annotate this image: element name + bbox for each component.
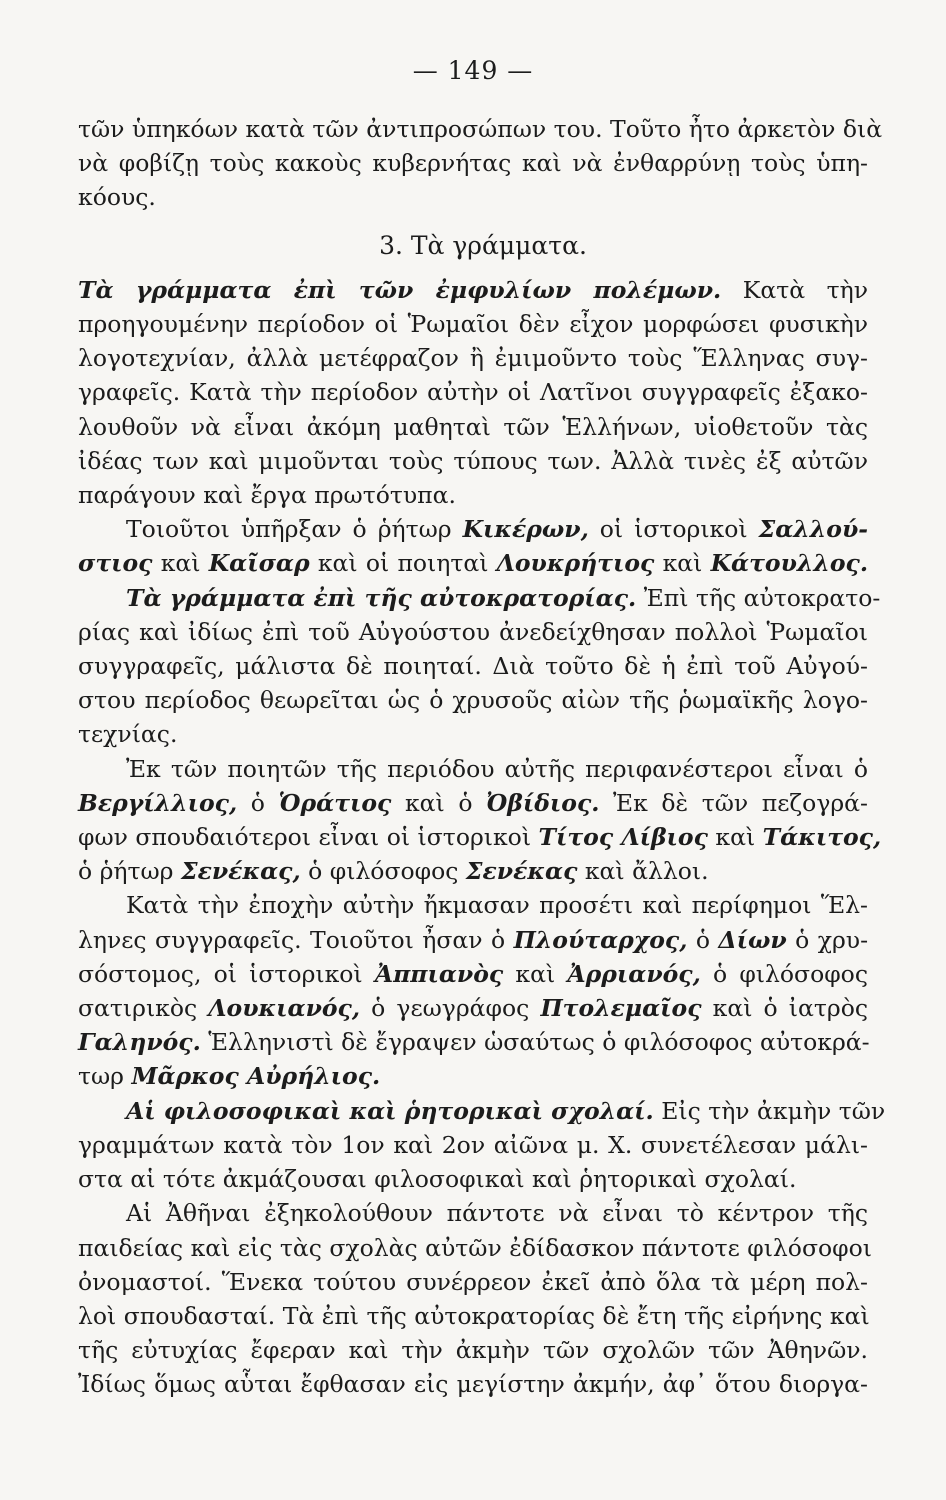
text-line bbox=[78, 1333, 868, 1367]
text-line bbox=[78, 444, 868, 478]
text-line bbox=[78, 1367, 868, 1401]
line-text: παράγουν καὶ ἔργα πρωτότυπα. bbox=[78, 481, 456, 510]
emphasis-text: στιος bbox=[78, 549, 153, 578]
line-text: ρίας καὶ ἰδίως ἐπὶ τοῦ Αὐγούστου ἀνεδείχθησαν πολλοὶ Ῥωμαῖοι bbox=[78, 617, 868, 646]
line-text: προηγουμένην περίοδον οἱ Ῥωμαῖοι δὲν εἶχον μορφώσει φυσικὴν bbox=[78, 310, 868, 339]
line-text: τῶν ὑπηκόων κατὰ τῶν ἀντιπροσώπων του. Τοῦτο ἦτο ἀρκετὸν διὰ bbox=[78, 115, 883, 143]
text-line bbox=[78, 112, 883, 146]
text-line bbox=[78, 1094, 886, 1128]
line-text: λοὶ σπουδασταί. Τὰ ἐπὶ τῆς αὐτοκρατορίας δὲ ἔτη τῆς εἰρήνης καὶ bbox=[78, 1301, 870, 1330]
line-text: σόστομος, οἱ ἱστορικοὶ bbox=[78, 959, 375, 988]
line-text: ὁ bbox=[687, 925, 719, 954]
line-text: παιδείας καὶ εἰς τὰς σχολὰς αὐτῶν ἐδίδασκον πάντοτε φιλόσοφοι bbox=[78, 1233, 872, 1262]
emphasis-text: Λουκρήτιος bbox=[496, 549, 655, 578]
emphasis-text: Κικέρων, bbox=[462, 515, 589, 544]
emphasis-text: Τὰ γράμματα ἐπὶ τῆς αὐτοκρατορίας. bbox=[126, 583, 637, 612]
text-line bbox=[78, 991, 868, 1025]
text-line bbox=[78, 1265, 868, 1299]
text-line bbox=[78, 1025, 868, 1059]
emphasis-text: Ὁράτιος bbox=[278, 788, 392, 817]
line-text: ἰδέας των καὶ μιμοῦνται τοὺς τύπους των. Ἀλλὰ τινὲς ἐξ αὐτῶν bbox=[78, 446, 868, 475]
line-text: στου περίοδος θεωρεῖται ὡς ὁ χρυσοῦς αἰὼν τῆς ῥωμαϊκῆς λογο- bbox=[78, 686, 868, 715]
emphasis-text: Λουκιανός, bbox=[208, 994, 361, 1023]
text-line bbox=[78, 1162, 868, 1196]
line-text: σατιρικὸς bbox=[78, 994, 209, 1023]
text-line bbox=[78, 146, 868, 180]
page-number: — 149 — bbox=[412, 56, 534, 85]
line-text: τωρ bbox=[78, 1062, 132, 1091]
text-line bbox=[78, 1059, 868, 1093]
text-line bbox=[78, 375, 868, 409]
text-line bbox=[78, 1128, 868, 1162]
emphasis-text: Ὀβίδιος. bbox=[486, 788, 600, 817]
text-line bbox=[78, 1196, 868, 1230]
line-text: στα αἱ τότε ἀκμάζουσαι φιλοσοφικαὶ καὶ ῥητορικαὶ σχολαί. bbox=[78, 1165, 797, 1194]
line-text: ὁ ῥήτωρ bbox=[78, 857, 181, 886]
line-text: κόους. bbox=[78, 183, 156, 212]
line-text: Εἰς τὴν ἀκμὴν τῶν bbox=[653, 1096, 886, 1125]
text-line bbox=[78, 1231, 872, 1265]
line-text: καὶ οἱ ποιηταὶ bbox=[309, 549, 497, 578]
line-text: τῆς εὐτυχίας ἔφεραν καὶ τὴν ἀκμὴν τῶν σχολῶν τῶν Ἀθηνῶν. bbox=[78, 1336, 868, 1365]
line-text: καὶ ὁ ἰατρὸς bbox=[701, 994, 869, 1023]
text-line bbox=[78, 888, 868, 922]
line-text: καὶ bbox=[503, 959, 568, 988]
emphasis-text: Ἀρριανός, bbox=[567, 959, 701, 988]
text-line bbox=[78, 546, 868, 580]
emphasis-text: Σαλλού- bbox=[758, 515, 868, 544]
emphasis-text: Σενέκας bbox=[465, 857, 578, 886]
emphasis-text: Ἀππιανὸς bbox=[374, 959, 504, 988]
emphasis-text: Γαληνός. bbox=[78, 1028, 201, 1057]
line-text: Ἑλληνιστὶ δὲ ἔγραψεν ὡσαύτως ὁ φιλόσοφος αὐτοκρά- bbox=[200, 1028, 870, 1057]
line-text: Κατὰ τὴν bbox=[721, 275, 868, 304]
emphasis-text: Καῖσαρ bbox=[208, 549, 310, 578]
text-line bbox=[78, 649, 868, 683]
text-line bbox=[78, 410, 868, 444]
line-text: ληνες συγγραφεῖς. Τοιοῦτοι ἦσαν ὁ bbox=[78, 925, 514, 954]
emphasis-text: Πτολεμαῖος bbox=[540, 994, 702, 1023]
line-text: ὁ φιλόσοφος bbox=[700, 959, 868, 988]
text-line bbox=[78, 957, 868, 991]
line-text: Αἱ Ἀθῆναι ἐξηκολούθουν πάντοτε νὰ εἶναι τὸ κέντρον τῆς bbox=[126, 1199, 868, 1228]
line-text: λουθοῦν νὰ εἶναι ἀκόμη μαθηταὶ τῶν Ἑλλήνων, υἱοθετοῦν τὰς bbox=[78, 412, 868, 441]
line-text: καὶ ἄλλοι. bbox=[577, 857, 709, 886]
line-text: Κατὰ τὴν ἐποχὴν αὐτὴν ἤκμασαν προσέτι καὶ περίφημοι Ἕλ- bbox=[126, 891, 868, 920]
line-text: ὁ bbox=[237, 788, 279, 817]
text-line bbox=[78, 180, 868, 214]
line-text: καὶ ὁ bbox=[391, 788, 487, 817]
line-text: ὁ χρυ- bbox=[786, 925, 869, 954]
line-text: Ἰδίως ὅμως αὗται ἔφθασαν εἰς μεγίστην ἀκμήν, ἀφ᾽ ὅτου διοργα- bbox=[78, 1370, 868, 1399]
text-line bbox=[78, 1299, 868, 1333]
text-line bbox=[78, 717, 868, 751]
emphasis-text: Βεργίλλιος, bbox=[78, 788, 238, 817]
text-line bbox=[78, 581, 881, 615]
emphasis-text: Σενέκας, bbox=[180, 857, 301, 886]
page-body bbox=[78, 112, 886, 1402]
emphasis-text: Τὰ γράμματα ἐπὶ τῶν ἐμφυλίων πολέμων. bbox=[78, 275, 722, 304]
line-text: τεχνίας. bbox=[78, 720, 178, 749]
paragraph-block bbox=[78, 112, 883, 215]
emphasis-text: Τάκιτος, bbox=[762, 823, 882, 852]
line-text: νὰ φοβίζῃ τοὺς κακοὺς κυβερνήτας καὶ νὰ ἐνθαρρύνῃ τοὺς ὑπη- bbox=[78, 149, 868, 178]
text-line bbox=[78, 341, 868, 375]
line-text: Ἐκ τῶν ποιητῶν τῆς περιόδου αὐτῆς περιφανέστεροι εἶναι ὁ bbox=[126, 754, 868, 783]
line-text: ὁ φιλόσοφος bbox=[300, 857, 466, 886]
text-line bbox=[78, 683, 868, 717]
emphasis-text: Κάτουλλος. bbox=[710, 549, 868, 578]
text-line bbox=[78, 615, 868, 649]
line-text: Ἐπὶ τῆς αὐτοκρατο- bbox=[636, 583, 881, 612]
line-text: οἱ ἱστορικοὶ bbox=[588, 515, 759, 544]
line-text: γραμμάτων κατὰ τὸν 1ον καὶ 2ον αἰῶνα μ. Χ. συνετέλεσαν μάλι- bbox=[78, 1130, 868, 1159]
line-text: Τοιοῦτοι ὑπῆρξαν ὁ ῥήτωρ bbox=[126, 515, 463, 544]
line-text: λογοτεχνίαν, ἀλλὰ μετέφραζον ἢ ἐμιμοῦντο τοὺς Ἕλληνας συγ- bbox=[78, 344, 868, 373]
emphasis-text: Τίτος Λίβιος bbox=[538, 823, 708, 852]
text-line bbox=[78, 820, 882, 854]
emphasis-text: Πλούταρχος, bbox=[513, 925, 688, 954]
text-line bbox=[78, 478, 868, 512]
paragraph-block bbox=[78, 273, 886, 1402]
text-line bbox=[78, 786, 868, 820]
line-text: ὀνομαστοί. Ἕνεκα τούτου συνέρρεον ἐκεῖ ἀπὸ ὅλα τὰ μέρη πολ- bbox=[78, 1267, 868, 1296]
line-text: γραφεῖς. Κατὰ τὴν περίοδον αὐτὴν οἱ Λατῖνοι συγγραφεῖς ἐξακο- bbox=[78, 378, 868, 407]
line-text: καὶ bbox=[152, 549, 209, 578]
line-text: συγγραφεῖς, μάλιστα δὲ ποιηταί. Διὰ τοῦτο δὲ ἡ ἐπὶ τοῦ Αὐγού- bbox=[78, 652, 868, 681]
section-heading: 3. Τὰ γράμματα. bbox=[379, 230, 587, 260]
text-line bbox=[78, 923, 868, 957]
line-text: καὶ bbox=[654, 549, 711, 578]
emphasis-text: Δίων bbox=[718, 925, 787, 954]
emphasis-text: Μᾶρκος Αὐρήλιος. bbox=[131, 1062, 381, 1091]
text-line bbox=[78, 307, 868, 341]
text-line bbox=[78, 273, 868, 307]
emphasis-text: Αἱ φιλοσοφικαὶ καὶ ῥητορικαὶ σχολαί. bbox=[126, 1096, 654, 1125]
text-line bbox=[78, 854, 868, 888]
line-text: ὁ γεωγράφος bbox=[360, 994, 541, 1023]
line-text: Ἐκ δὲ τῶν πεζογρά- bbox=[599, 788, 868, 817]
text-line bbox=[78, 752, 868, 786]
text-line bbox=[78, 512, 868, 546]
line-text: καὶ bbox=[707, 823, 763, 852]
line-text: φων σπουδαιότεροι εἶναι οἱ ἱστορικοὶ bbox=[78, 823, 539, 852]
